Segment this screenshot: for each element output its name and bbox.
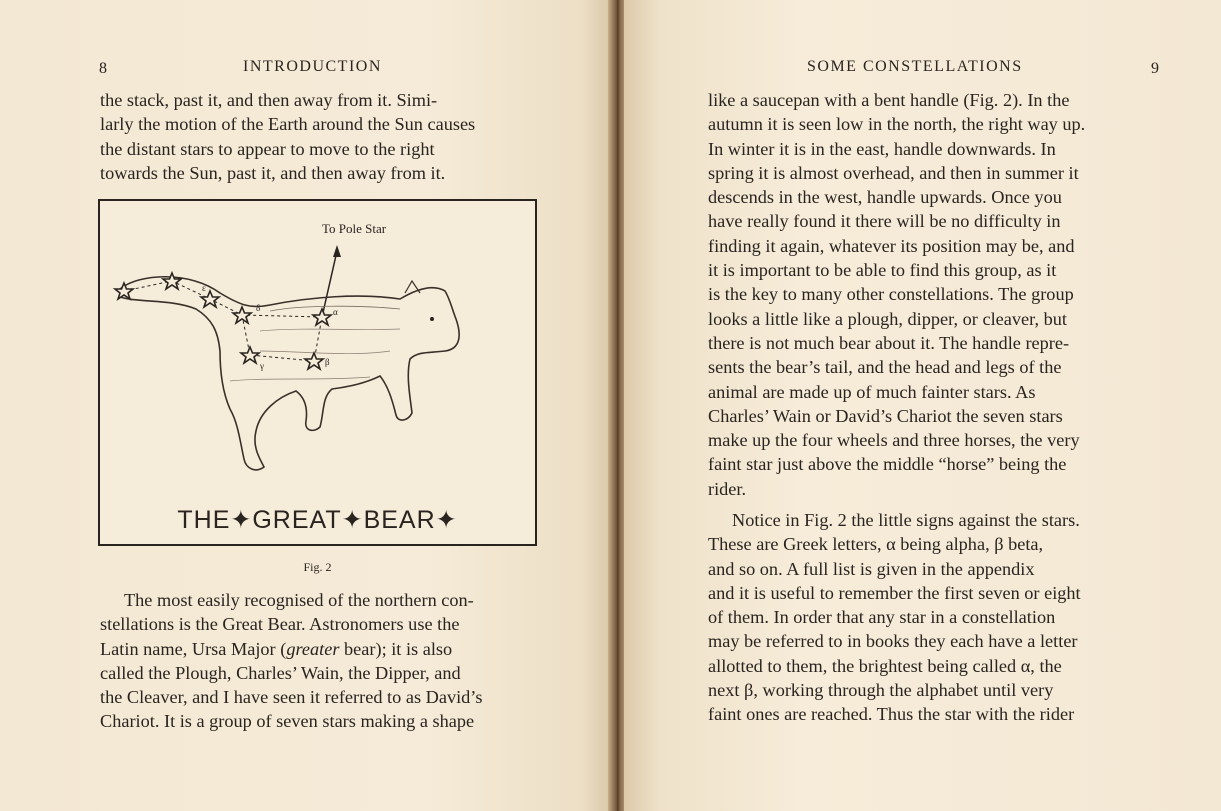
- text-line: may be referred to in books they each have a letter: [708, 631, 1078, 652]
- text-line: faint ones are reached. Thus the star with the rider: [708, 704, 1075, 725]
- text-line: [100, 637, 552, 661]
- text-line: faint star just above the middle “horse” being the: [708, 454, 1067, 475]
- text-line: of them. In order that any star in a constellation: [708, 607, 1056, 628]
- page-number-right: 9: [1151, 60, 1159, 77]
- star-label: α: [333, 307, 338, 317]
- text-line: autumn it is seen low in the north, the right way up.: [708, 114, 1086, 135]
- text-line: finding it again, whatever its position may be, and: [708, 235, 1075, 256]
- star-label: γ: [260, 361, 264, 371]
- star-label: δ: [256, 303, 261, 313]
- figure-caption: Fig. 2: [303, 560, 332, 574]
- text-line: descends in the west, handle upwards. Once you: [708, 187, 1062, 208]
- star-label: β: [325, 357, 330, 367]
- text-line: called the Plough, Charles’ Wain, the Dipper, and: [100, 662, 461, 683]
- text-line: looks a little like a plough, dipper, or cleaver, but: [708, 308, 1067, 329]
- text-line: These are Greek letters, α being alpha, β beta,: [708, 534, 1044, 555]
- text-line: The most easily recognised of the northern con-: [124, 590, 474, 610]
- text-line: animal are made up of much fainter stars. As: [708, 381, 1036, 402]
- text-line: sents the bear’s tail, and the head and legs of the: [708, 357, 1062, 378]
- great-bear-figure: [98, 199, 537, 546]
- text-line: make up the four wheels and three horses, the very: [708, 430, 1080, 451]
- star-icon: [115, 273, 331, 369]
- running-head-right: SOME CONSTELLATIONS: [807, 58, 1023, 75]
- bear-outline: [120, 277, 459, 470]
- text-line: like a saucepan with a bent handle (Fig. 2). In the: [708, 90, 1070, 110]
- pole-star-label: To Pole Star: [322, 221, 387, 236]
- running-head-left: INTRODUCTION: [243, 58, 382, 75]
- text-line: have really found it there will be no difficulty in: [708, 211, 1061, 232]
- italic-word: greater: [286, 638, 340, 659]
- text-line: is the key to many other constellations. The group: [708, 284, 1074, 305]
- right-page: [624, 0, 1221, 811]
- great-bear-illustration: [100, 201, 535, 501]
- text-line: the Cleaver, and I have seen it referred to as David’s: [100, 687, 483, 708]
- star-label: ε: [202, 283, 206, 293]
- left-top-paragraph: [100, 88, 550, 185]
- text-line: Charles’ Wain or David’s Chariot the seven stars: [708, 405, 1063, 426]
- page-number-left: 8: [99, 60, 107, 77]
- text-run: bear); it is also: [339, 638, 453, 659]
- figure-title: THE✦GREAT✦BEAR✦: [177, 506, 458, 534]
- text-line: the stack, past it, and then away from it. Simi-: [100, 90, 438, 110]
- text-line: stellations is the Great Bear. Astronomers use the: [100, 614, 460, 635]
- text-line: it is important to be able to find this group, as it: [708, 260, 1057, 281]
- text-line: next β, working through the alphabet until very: [708, 680, 1054, 701]
- text-line: and so on. A full list is given in the appendix: [708, 558, 1035, 579]
- text-line: larly the motion of the Earth around the Sun causes: [100, 114, 476, 135]
- text-line: allotted to them, the brightest being called α, the: [708, 655, 1062, 676]
- text-line: Notice in Fig. 2 the little signs against the stars.: [732, 510, 1080, 530]
- text-line: spring it is almost overhead, and then in summer it: [708, 162, 1079, 183]
- text-line: the distant stars to appear to move to the right: [100, 138, 435, 159]
- text-line: and it is useful to remember the first seven or eight: [708, 582, 1081, 603]
- left-bottom-paragraph: [100, 588, 552, 734]
- text-line: there is not much bear about it. The handle repre-: [708, 332, 1070, 353]
- text-run: Latin name, Ursa Major (: [100, 638, 287, 659]
- text-line: Chariot. It is a group of seven stars making a shape: [100, 711, 475, 732]
- right-paragraph-1: [708, 88, 1158, 501]
- text-line: towards the Sun, past it, and then away from it.: [100, 162, 446, 183]
- text-line: rider.: [708, 478, 747, 499]
- text-line: In winter it is in the east, handle downwards. In: [708, 138, 1056, 159]
- right-paragraph-2: [708, 508, 1158, 727]
